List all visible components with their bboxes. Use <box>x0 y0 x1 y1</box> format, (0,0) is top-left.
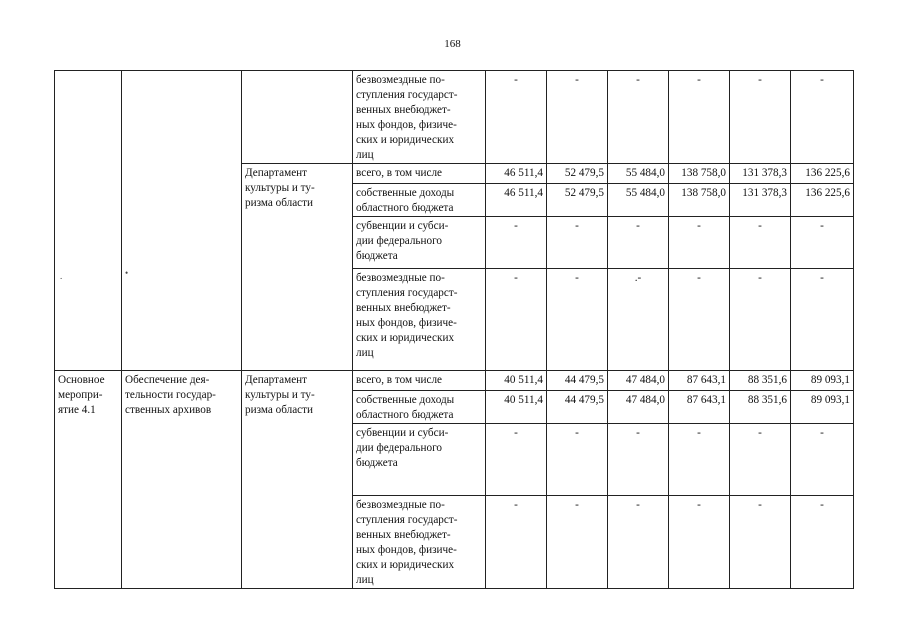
scan-mark: . <box>60 271 63 281</box>
value-cell: - <box>547 424 608 496</box>
value-cell: 40 511,4 <box>486 391 547 424</box>
value-cell: 136 225,6 <box>791 164 854 184</box>
value-cell: 52 479,5 <box>547 164 608 184</box>
funding-source-cell: безвозмездные по- ступления государст- венных внебюджет- ных фондов, физиче- ских и юридических лиц <box>353 71 486 164</box>
value-cell: - <box>608 217 669 269</box>
value-cell: - <box>669 71 730 164</box>
value-cell: - <box>791 71 854 164</box>
name-cell <box>122 71 242 164</box>
value-cell: - <box>486 269 547 371</box>
executor-cell: Департамент культуры и ту- ризма области <box>242 164 353 371</box>
value-cell: - <box>547 269 608 371</box>
value-cell: 44 479,5 <box>547 391 608 424</box>
value-cell: - <box>730 217 791 269</box>
value-cell: 55 484,0 <box>608 164 669 184</box>
table-row <box>55 164 854 184</box>
scan-mark: • <box>125 268 129 278</box>
value-cell: .- <box>608 269 669 371</box>
funding-source-cell: всего, в том числе <box>353 164 486 184</box>
value-cell: 47 484,0 <box>608 371 669 391</box>
value-cell: 46 511,4 <box>486 184 547 217</box>
value-cell: 88 351,6 <box>730 391 791 424</box>
value-cell: - <box>791 496 854 589</box>
value-cell: - <box>486 217 547 269</box>
value-cell: - <box>608 71 669 164</box>
funding-source-cell: безвозмездные по- ступления государст- венных внебюджет- ных фондов, физиче- ских и юридических лиц <box>353 269 486 371</box>
value-cell: - <box>608 424 669 496</box>
funding-source-cell: субвенции и субси- дии федерального бюджета <box>353 217 486 269</box>
page-number: 168 <box>444 38 461 50</box>
measure-cell <box>55 164 122 371</box>
funding-source-cell: собственные доходы областного бюджета <box>353 391 486 424</box>
name-cell <box>122 164 242 371</box>
value-cell: - <box>669 424 730 496</box>
value-cell: - <box>791 424 854 496</box>
value-cell: 47 484,0 <box>608 391 669 424</box>
value-cell: 138 758,0 <box>669 184 730 217</box>
value-cell: - <box>547 217 608 269</box>
value-cell: - <box>669 496 730 589</box>
name-cell: Обеспечение дея- тельности государ- ственных архивов <box>122 371 242 589</box>
value-cell: - <box>486 424 547 496</box>
measure-cell <box>55 71 122 164</box>
value-cell: 138 758,0 <box>669 164 730 184</box>
value-cell: - <box>669 269 730 371</box>
value-cell: - <box>730 496 791 589</box>
value-cell: - <box>791 217 854 269</box>
table-row <box>55 71 854 164</box>
value-cell: - <box>791 269 854 371</box>
funding-source-cell: безвозмездные по- ступления государст- венных внебюджет- ных фондов, физиче- ских и юридических лиц <box>353 496 486 589</box>
value-cell: 55 484,0 <box>608 184 669 217</box>
value-cell: 89 093,1 <box>791 391 854 424</box>
executor-cell <box>242 71 353 164</box>
table-row <box>55 371 854 391</box>
value-cell: 52 479,5 <box>547 184 608 217</box>
value-cell: - <box>730 269 791 371</box>
value-cell: - <box>486 496 547 589</box>
value-cell: - <box>486 71 547 164</box>
value-cell: 89 093,1 <box>791 371 854 391</box>
value-cell: - <box>730 424 791 496</box>
value-cell: 87 643,1 <box>669 391 730 424</box>
value-cell: - <box>547 71 608 164</box>
value-cell: - <box>608 496 669 589</box>
value-cell: 88 351,6 <box>730 371 791 391</box>
value-cell: - <box>669 217 730 269</box>
funding-source-cell: всего, в том числе <box>353 371 486 391</box>
value-cell: 40 511,4 <box>486 371 547 391</box>
executor-cell: Департамент культуры и ту- ризма области <box>242 371 353 589</box>
value-cell: 131 378,3 <box>730 164 791 184</box>
funding-source-cell: собственные доходы областного бюджета <box>353 184 486 217</box>
value-cell: - <box>730 71 791 164</box>
value-cell: 87 643,1 <box>669 371 730 391</box>
value-cell: 46 511,4 <box>486 164 547 184</box>
budget-table <box>54 70 854 589</box>
value-cell: 131 378,3 <box>730 184 791 217</box>
value-cell: 136 225,6 <box>791 184 854 217</box>
value-cell: 44 479,5 <box>547 371 608 391</box>
value-cell: - <box>547 496 608 589</box>
measure-cell: Основное меропри- ятие 4.1 <box>55 371 122 589</box>
funding-source-cell: субвенции и субси- дии федерального бюджета <box>353 424 486 496</box>
